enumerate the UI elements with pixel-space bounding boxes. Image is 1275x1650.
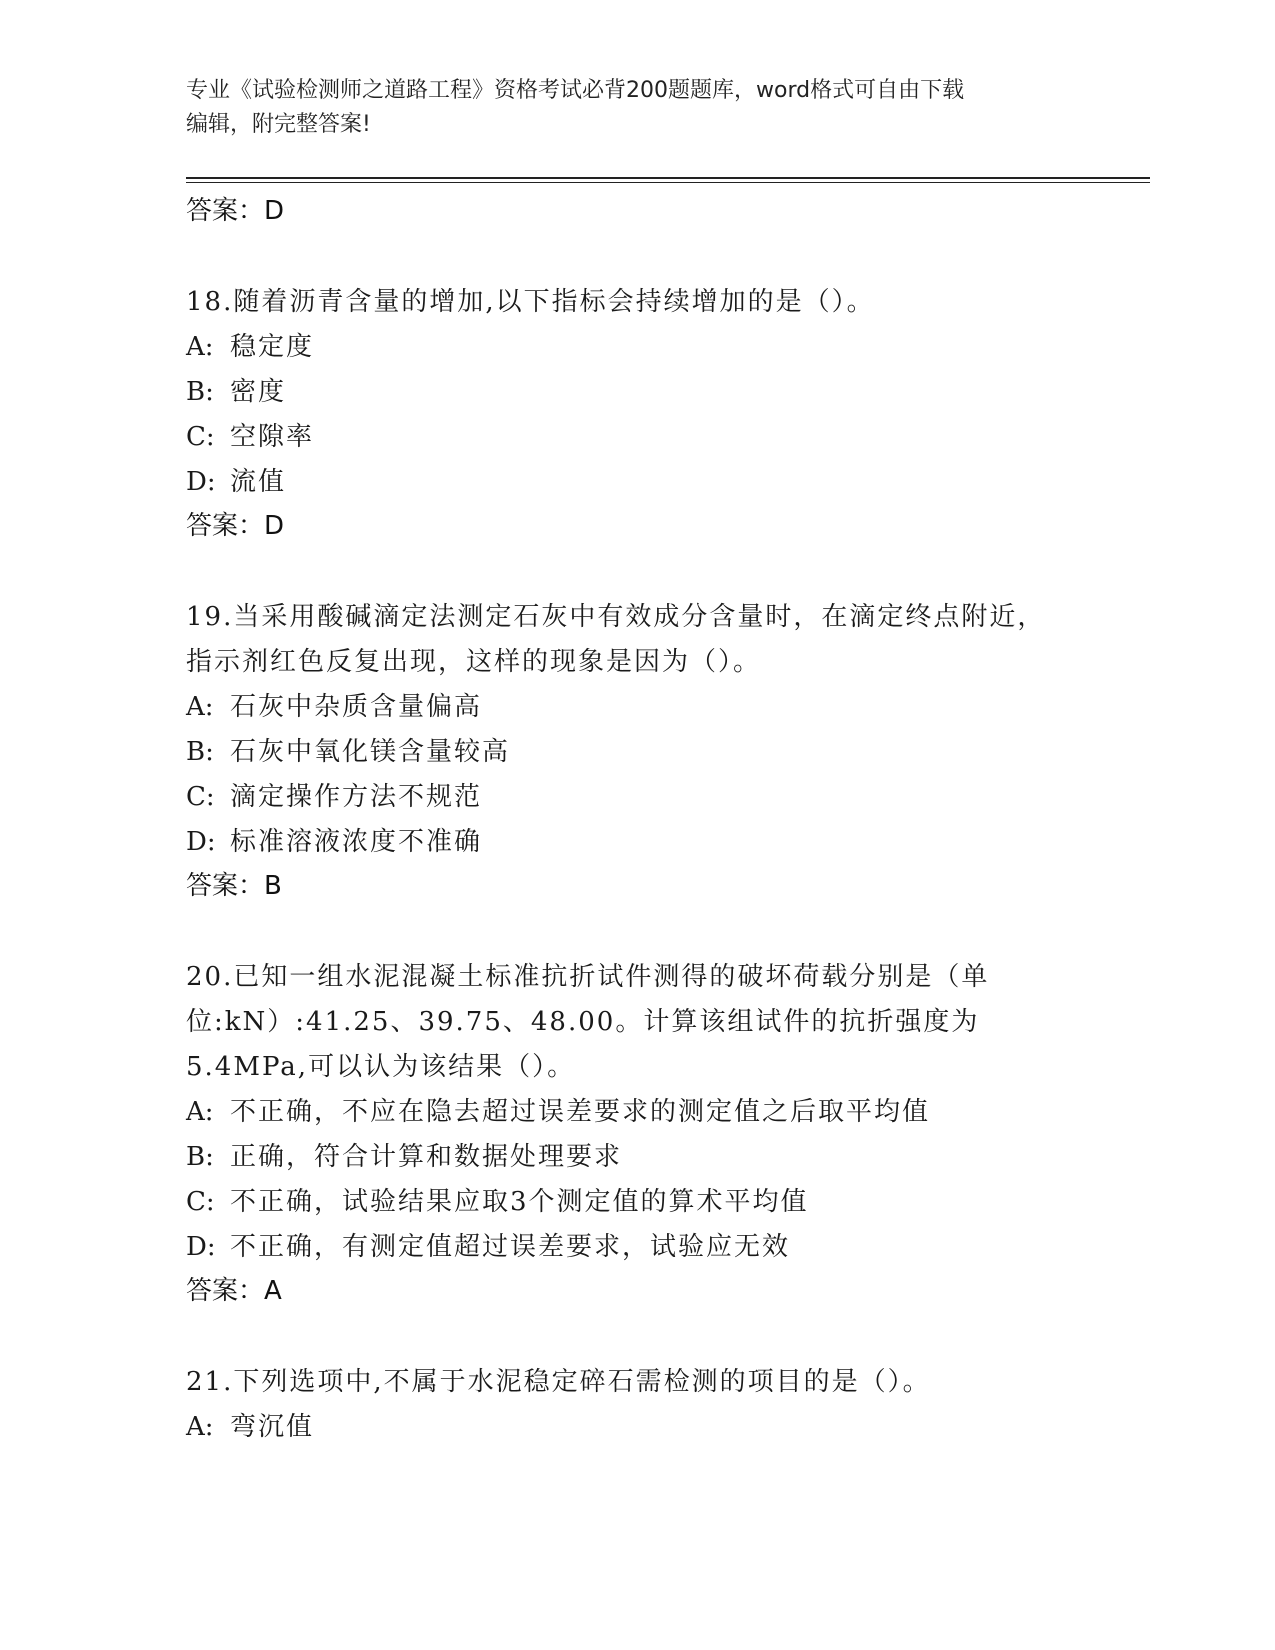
header-line-1: 专业《试验检测师之道路工程》资格考试必背200题题库，word格式可自由下载: [186, 78, 965, 103]
option-label: A:: [186, 692, 214, 722]
option-text: 密度: [230, 377, 287, 407]
option-label: B:: [186, 377, 214, 407]
option-b: [186, 1135, 1150, 1180]
answer-line: 答案：D: [186, 511, 285, 541]
question-text: 21.下列选项中,不属于水泥稳定碎石需检测的项目的是（）。: [186, 1367, 931, 1397]
option-a: [186, 325, 1150, 370]
question-block: [186, 595, 1150, 907]
option-text: 空隙率: [230, 422, 315, 452]
option-c: [186, 1180, 1150, 1225]
header-line-2: 编辑，附完整答案!: [186, 112, 371, 137]
question-block: [186, 955, 1150, 1312]
option-text: 不正确，试验结果应取3个测定值的算术平均值: [230, 1187, 809, 1217]
option-text: 正确，符合计算和数据处理要求: [230, 1142, 623, 1172]
option-a: [186, 1090, 1150, 1135]
option-label: B:: [186, 737, 214, 767]
option-text: 不正确，不应在隐去超过误差要求的测定值之后取平均值: [230, 1097, 931, 1127]
option-c: [186, 775, 1150, 820]
page-header: [186, 74, 1056, 142]
option-a: [186, 685, 1150, 730]
option-a: [186, 1405, 1150, 1450]
answer-line: 答案：D: [186, 196, 285, 226]
option-text: 滴定操作方法不规范: [230, 782, 483, 812]
option-b: [186, 730, 1150, 775]
answer-line: 答案：A: [186, 1276, 282, 1306]
option-text: 石灰中杂质含量偏高: [230, 692, 483, 722]
option-label: C:: [186, 782, 215, 812]
option-label: D:: [186, 1232, 216, 1262]
option-text: 弯沉值: [230, 1412, 315, 1442]
option-text: 标准溶液浓度不准确: [230, 827, 483, 857]
option-d: [186, 820, 1150, 865]
question-text: 20.已知一组水泥混凝土标准抗折试件测得的破坏荷载分别是（单位:kN）:41.25、39.75、48.00。计算该组试件的抗折强度为5.4MPa,可以认为该结果（）。: [186, 962, 990, 1082]
question-block: [186, 1360, 1150, 1450]
option-text: 石灰中氧化镁含量较高: [230, 737, 511, 767]
option-text: 稳定度: [230, 332, 315, 362]
option-text: 流值: [230, 467, 287, 497]
header-rule: [186, 177, 1150, 179]
header-rule-thin: [186, 182, 1150, 183]
option-label: A:: [186, 332, 214, 362]
option-label: A:: [186, 1097, 214, 1127]
answer-line: 答案：B: [186, 871, 282, 901]
option-d: [186, 460, 1150, 505]
option-label: C:: [186, 422, 215, 452]
option-label: D:: [186, 827, 216, 857]
option-label: C:: [186, 1187, 215, 1217]
option-label: B:: [186, 1142, 214, 1172]
option-b: [186, 370, 1150, 415]
question-block: [186, 280, 1150, 547]
option-label: A:: [186, 1412, 214, 1442]
question-list: [186, 190, 1150, 1450]
option-text: 不正确，有测定值超过误差要求，试验应无效: [230, 1232, 791, 1262]
option-c: [186, 415, 1150, 460]
question-text: 19.当采用酸碱滴定法测定石灰中有效成分含量时，在滴定终点附近，指示剂红色反复出现，这样的现象是因为（）。: [186, 602, 1046, 677]
option-d: [186, 1225, 1150, 1270]
question-text: 18.随着沥青含量的增加,以下指标会持续增加的是（）。: [186, 287, 875, 317]
option-label: D:: [186, 467, 216, 497]
